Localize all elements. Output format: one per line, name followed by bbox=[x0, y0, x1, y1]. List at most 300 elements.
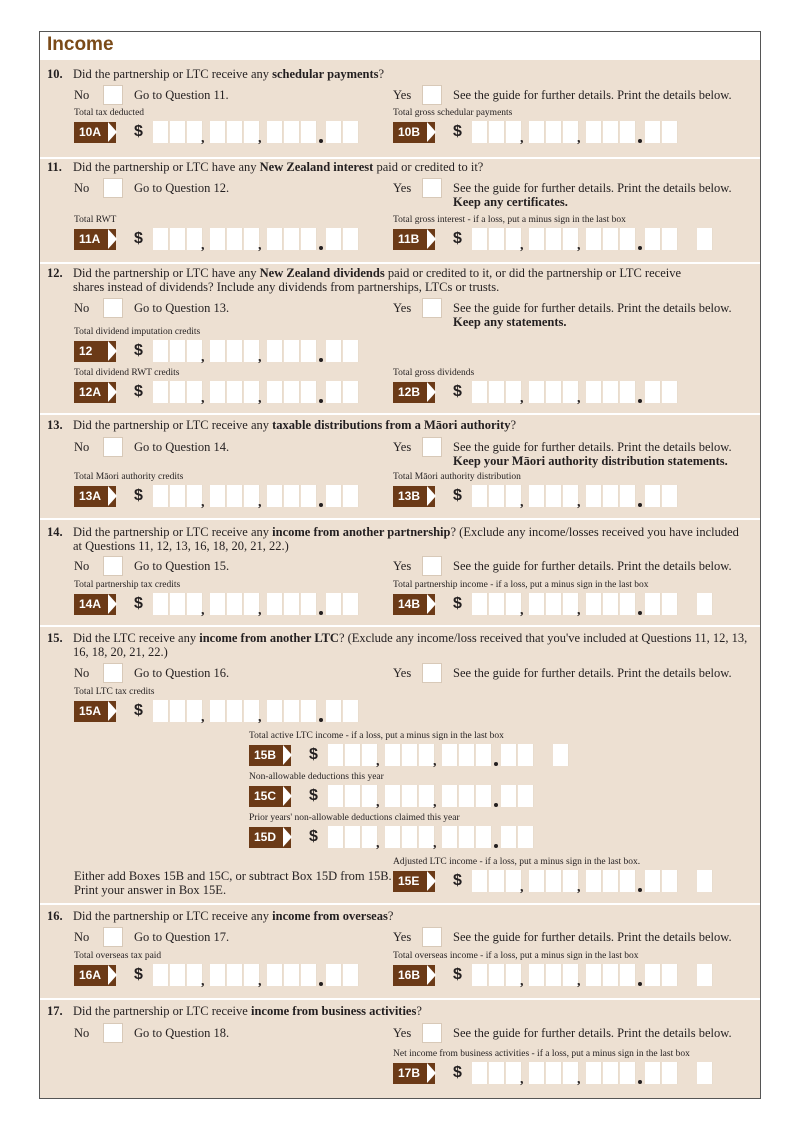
question-text-part: ? bbox=[387, 909, 394, 923]
digit-cell[interactable] bbox=[402, 785, 418, 807]
digit-cell[interactable] bbox=[620, 121, 636, 143]
digit-cell[interactable] bbox=[620, 381, 636, 403]
comma-separator: , bbox=[520, 880, 524, 895]
digit-cell[interactable] bbox=[546, 485, 562, 507]
cents-cell[interactable] bbox=[343, 485, 359, 507]
digit-cell[interactable] bbox=[153, 700, 169, 722]
yes-guide-text: See the guide for further details. Print the details below. bbox=[453, 181, 732, 195]
no-checkbox[interactable] bbox=[103, 178, 123, 198]
cents-cell[interactable] bbox=[326, 121, 342, 143]
yes-checkbox[interactable] bbox=[422, 85, 442, 105]
digit-cell[interactable] bbox=[301, 593, 317, 615]
yes-checkbox[interactable] bbox=[422, 663, 442, 683]
digit-cell[interactable] bbox=[210, 121, 226, 143]
box-caption: Total partnership tax credits bbox=[74, 580, 181, 590]
cents-cell[interactable] bbox=[343, 340, 359, 362]
cents-cell[interactable] bbox=[645, 121, 661, 143]
cents-cell[interactable] bbox=[645, 228, 661, 250]
cents-cell[interactable] bbox=[326, 381, 342, 403]
yes-checkbox[interactable] bbox=[422, 927, 442, 947]
box-code: 15C bbox=[254, 789, 277, 803]
cents-cell[interactable] bbox=[326, 593, 342, 615]
digit-cell[interactable] bbox=[546, 1062, 562, 1084]
decimal-point bbox=[494, 844, 498, 848]
box-caption: Total active LTC income - if a loss, put a minus sign in the last box bbox=[249, 731, 504, 741]
question-text bbox=[73, 631, 747, 645]
question-text-line2: 16, 18, 20, 21, 22.) bbox=[73, 645, 168, 659]
digit-cell[interactable] bbox=[267, 381, 283, 403]
decimal-point bbox=[319, 982, 323, 986]
digit-cell[interactable] bbox=[546, 870, 562, 892]
no-goto-text: Go to Question 18. bbox=[134, 1026, 230, 1040]
cents-cell[interactable] bbox=[343, 593, 359, 615]
digit-cell[interactable] bbox=[529, 485, 545, 507]
no-checkbox[interactable] bbox=[103, 1023, 123, 1043]
digit-cell[interactable] bbox=[603, 1062, 619, 1084]
digit-cell[interactable] bbox=[442, 744, 458, 766]
box-code-label bbox=[393, 486, 435, 507]
digit-cell[interactable] bbox=[402, 826, 418, 848]
digit-cell[interactable] bbox=[170, 485, 186, 507]
digit-cell[interactable] bbox=[603, 593, 619, 615]
comma-separator: , bbox=[577, 1072, 581, 1087]
box-code: 12 bbox=[79, 344, 93, 358]
digit-cell[interactable] bbox=[210, 700, 226, 722]
digit-cell[interactable] bbox=[284, 228, 300, 250]
minus-sign-cell[interactable] bbox=[697, 593, 713, 615]
digit-cell[interactable] bbox=[489, 964, 505, 986]
box-code-label bbox=[393, 122, 435, 143]
section-divider bbox=[40, 262, 760, 264]
dollar-sign: $ bbox=[134, 230, 143, 247]
question-text-line2: at Questions 11, 12, 13, 16, 18, 20, 21, 22.) bbox=[73, 539, 289, 553]
cents-cell[interactable] bbox=[518, 826, 534, 848]
digit-cell[interactable] bbox=[603, 485, 619, 507]
digit-cell[interactable] bbox=[267, 121, 283, 143]
digit-cell[interactable] bbox=[459, 826, 475, 848]
cents-cell[interactable] bbox=[501, 785, 517, 807]
minus-sign-cell[interactable] bbox=[697, 964, 713, 986]
digit-cell[interactable] bbox=[620, 1062, 636, 1084]
question-number: 14. bbox=[47, 525, 63, 539]
dollar-sign: $ bbox=[453, 487, 462, 504]
minus-sign-cell[interactable] bbox=[697, 870, 713, 892]
comma-separator: , bbox=[520, 131, 524, 146]
yes-checkbox[interactable] bbox=[422, 556, 442, 576]
cents-cell[interactable] bbox=[343, 121, 359, 143]
yes-checkbox[interactable] bbox=[422, 178, 442, 198]
digit-cell[interactable] bbox=[476, 785, 492, 807]
comma-separator: , bbox=[433, 754, 437, 769]
digit-cell[interactable] bbox=[170, 700, 186, 722]
digit-cell[interactable] bbox=[284, 485, 300, 507]
comma-separator: , bbox=[577, 495, 581, 510]
digit-cell[interactable] bbox=[267, 228, 283, 250]
digit-cell[interactable] bbox=[227, 485, 243, 507]
digit-cell[interactable] bbox=[529, 870, 545, 892]
box-code: 15A bbox=[79, 704, 102, 718]
question-text-part: paid or credited to it, or did the partnership or LTC receive bbox=[384, 266, 682, 280]
cents-cell[interactable] bbox=[343, 228, 359, 250]
digit-cell[interactable] bbox=[472, 964, 488, 986]
digit-cell[interactable] bbox=[170, 593, 186, 615]
comma-separator: , bbox=[258, 974, 262, 989]
digit-cell[interactable] bbox=[586, 121, 602, 143]
digit-cell[interactable] bbox=[267, 485, 283, 507]
box-caption: Total dividend RWT credits bbox=[74, 368, 180, 378]
cents-cell[interactable] bbox=[518, 744, 534, 766]
question-keyword: income from another partnership bbox=[272, 525, 451, 539]
digit-cell[interactable] bbox=[153, 121, 169, 143]
cents-cell[interactable] bbox=[645, 870, 661, 892]
digit-cell[interactable] bbox=[267, 700, 283, 722]
decimal-point bbox=[638, 139, 642, 143]
minus-sign-cell[interactable] bbox=[697, 228, 713, 250]
digit-cell[interactable] bbox=[620, 485, 636, 507]
question-keyword: taxable distributions from a Māori authority bbox=[272, 418, 511, 432]
question-text bbox=[73, 1004, 422, 1018]
dollar-sign: $ bbox=[453, 1064, 462, 1081]
question-number: 16. bbox=[47, 909, 63, 923]
digit-cell[interactable] bbox=[153, 485, 169, 507]
question-text-line2: shares instead of dividends? Include any dividends from partnerships, LTCs or trusts. bbox=[73, 280, 500, 294]
digit-cell[interactable] bbox=[284, 121, 300, 143]
no-checkbox[interactable] bbox=[103, 663, 123, 683]
decimal-point bbox=[319, 611, 323, 615]
digit-cell[interactable] bbox=[284, 381, 300, 403]
dollar-sign: $ bbox=[309, 746, 318, 763]
question-number: 15. bbox=[47, 631, 63, 645]
digit-cell[interactable] bbox=[210, 485, 226, 507]
cents-cell[interactable] bbox=[326, 485, 342, 507]
decimal-point bbox=[319, 358, 323, 362]
comma-separator: , bbox=[258, 391, 262, 406]
digit-cell[interactable] bbox=[301, 228, 317, 250]
dollar-sign: $ bbox=[134, 123, 143, 140]
question-text-part: Did the partnership or LTC receive bbox=[73, 1004, 251, 1018]
digit-cell[interactable] bbox=[472, 485, 488, 507]
digit-cell[interactable] bbox=[603, 121, 619, 143]
dollar-sign: $ bbox=[134, 383, 143, 400]
comma-separator: , bbox=[376, 754, 380, 769]
decimal-point bbox=[638, 246, 642, 250]
digit-cell[interactable] bbox=[301, 964, 317, 986]
box-code: 14B bbox=[398, 597, 421, 611]
digit-cell[interactable] bbox=[472, 593, 488, 615]
digit-cell[interactable] bbox=[210, 381, 226, 403]
digit-cell[interactable] bbox=[301, 381, 317, 403]
cents-cell[interactable] bbox=[343, 700, 359, 722]
comma-separator: , bbox=[577, 974, 581, 989]
cents-cell[interactable] bbox=[645, 1062, 661, 1084]
digit-cell[interactable] bbox=[459, 785, 475, 807]
digit-cell[interactable] bbox=[489, 121, 505, 143]
box-code: 13A bbox=[79, 489, 102, 503]
question-text-part: Did the partnership or LTC receive any bbox=[73, 525, 273, 539]
cents-cell[interactable] bbox=[645, 964, 661, 986]
digit-cell[interactable] bbox=[529, 381, 545, 403]
cents-cell[interactable] bbox=[662, 228, 678, 250]
minus-sign-cell[interactable] bbox=[697, 1062, 713, 1084]
digit-cell[interactable] bbox=[227, 381, 243, 403]
digit-cell[interactable] bbox=[529, 228, 545, 250]
digit-cell[interactable] bbox=[489, 870, 505, 892]
dollar-sign: $ bbox=[134, 487, 143, 504]
comma-separator: , bbox=[201, 974, 205, 989]
digit-cell[interactable] bbox=[227, 228, 243, 250]
digit-cell[interactable] bbox=[620, 228, 636, 250]
digit-cell[interactable] bbox=[301, 700, 317, 722]
yes-checkbox[interactable] bbox=[422, 298, 442, 318]
digit-cell[interactable] bbox=[489, 1062, 505, 1084]
dollar-sign: $ bbox=[453, 595, 462, 612]
digit-cell[interactable] bbox=[170, 381, 186, 403]
digit-cell[interactable] bbox=[227, 964, 243, 986]
digit-cell[interactable] bbox=[385, 826, 401, 848]
digit-cell[interactable] bbox=[586, 1062, 602, 1084]
digit-cell[interactable] bbox=[210, 964, 226, 986]
digit-cell[interactable] bbox=[586, 485, 602, 507]
section-divider bbox=[40, 518, 760, 520]
dollar-sign: $ bbox=[309, 787, 318, 804]
digit-cell[interactable] bbox=[284, 964, 300, 986]
box-caption: Net income from business activities - if a loss, put a minus sign in the last box bbox=[393, 1049, 690, 1059]
digit-cell[interactable] bbox=[345, 744, 361, 766]
digit-cell[interactable] bbox=[529, 121, 545, 143]
question-keyword: income from business activities bbox=[250, 1004, 417, 1018]
digit-cell[interactable] bbox=[586, 870, 602, 892]
digit-cell[interactable] bbox=[546, 381, 562, 403]
cents-cell[interactable] bbox=[326, 340, 342, 362]
cents-cell[interactable] bbox=[662, 593, 678, 615]
digit-cell[interactable] bbox=[586, 593, 602, 615]
digit-cell[interactable] bbox=[476, 744, 492, 766]
digit-cell[interactable] bbox=[546, 121, 562, 143]
digit-cell[interactable] bbox=[345, 785, 361, 807]
question-number: 10. bbox=[47, 67, 63, 81]
question-text-part: ? bbox=[416, 1004, 422, 1018]
yes-guide-text: See the guide for further details. Print the details below. bbox=[453, 559, 732, 573]
instruction-line-1: Either add Boxes 15B and 15C, or subtract Box 15D from 15B. bbox=[74, 869, 392, 883]
dollar-sign: $ bbox=[134, 702, 143, 719]
comma-separator: , bbox=[258, 495, 262, 510]
digit-cell[interactable] bbox=[328, 826, 344, 848]
box-caption: Total gross dividends bbox=[393, 368, 475, 378]
decimal-point bbox=[319, 718, 323, 722]
digit-cell[interactable] bbox=[476, 826, 492, 848]
digit-cell[interactable] bbox=[227, 700, 243, 722]
cents-cell[interactable] bbox=[326, 228, 342, 250]
cents-cell[interactable] bbox=[645, 381, 661, 403]
question-keyword: income from overseas bbox=[272, 909, 388, 923]
question-text-part: paid or credited to it? bbox=[373, 160, 484, 174]
question-text-part: Did the partnership or LTC receive any bbox=[73, 67, 273, 81]
box-code: 12B bbox=[398, 385, 421, 399]
digit-cell[interactable] bbox=[267, 340, 283, 362]
digit-cell[interactable] bbox=[170, 121, 186, 143]
question-text bbox=[73, 418, 516, 432]
digit-cell[interactable] bbox=[328, 744, 344, 766]
box-code: 11A bbox=[79, 232, 101, 246]
cents-cell[interactable] bbox=[662, 1062, 678, 1084]
digit-cell[interactable] bbox=[153, 340, 169, 362]
yes-checkbox[interactable] bbox=[422, 1023, 442, 1043]
digit-cell[interactable] bbox=[472, 870, 488, 892]
cents-cell[interactable] bbox=[662, 870, 678, 892]
no-checkbox[interactable] bbox=[103, 927, 123, 947]
digit-cell[interactable] bbox=[227, 593, 243, 615]
digit-cell[interactable] bbox=[385, 744, 401, 766]
digit-cell[interactable] bbox=[472, 121, 488, 143]
digit-cell[interactable] bbox=[301, 485, 317, 507]
digit-cell[interactable] bbox=[620, 870, 636, 892]
digit-cell[interactable] bbox=[442, 785, 458, 807]
question-number: 13. bbox=[47, 418, 63, 432]
digit-cell[interactable] bbox=[603, 381, 619, 403]
digit-cell[interactable] bbox=[170, 228, 186, 250]
no-checkbox[interactable] bbox=[103, 298, 123, 318]
cents-cell[interactable] bbox=[662, 381, 678, 403]
digit-cell[interactable] bbox=[459, 744, 475, 766]
question-text bbox=[73, 67, 384, 81]
digit-cell[interactable] bbox=[586, 381, 602, 403]
digit-cell[interactable] bbox=[227, 340, 243, 362]
cents-cell[interactable] bbox=[343, 964, 359, 986]
decimal-point bbox=[494, 762, 498, 766]
dollar-sign: $ bbox=[309, 828, 318, 845]
question-keyword: income from another LTC bbox=[199, 631, 339, 645]
comma-separator: , bbox=[520, 238, 524, 253]
comma-separator: , bbox=[201, 710, 205, 725]
comma-separator: , bbox=[376, 795, 380, 810]
digit-cell[interactable] bbox=[603, 228, 619, 250]
digit-cell[interactable] bbox=[170, 964, 186, 986]
minus-sign-cell[interactable] bbox=[553, 744, 569, 766]
digit-cell[interactable] bbox=[267, 964, 283, 986]
digit-cell[interactable] bbox=[603, 964, 619, 986]
box-code: 16A bbox=[79, 968, 102, 982]
cents-cell[interactable] bbox=[645, 593, 661, 615]
digit-cell[interactable] bbox=[153, 381, 169, 403]
box-code-label bbox=[393, 965, 435, 986]
digit-cell[interactable] bbox=[620, 964, 636, 986]
cents-cell[interactable] bbox=[662, 121, 678, 143]
no-label: No bbox=[74, 440, 90, 454]
digit-cell[interactable] bbox=[284, 340, 300, 362]
digit-cell[interactable] bbox=[402, 744, 418, 766]
digit-cell[interactable] bbox=[210, 228, 226, 250]
digit-cell[interactable] bbox=[153, 964, 169, 986]
digit-cell[interactable] bbox=[385, 785, 401, 807]
digit-cell[interactable] bbox=[153, 593, 169, 615]
cents-cell[interactable] bbox=[662, 485, 678, 507]
cents-cell[interactable] bbox=[343, 381, 359, 403]
yes-checkbox[interactable] bbox=[422, 437, 442, 457]
box-code-label bbox=[74, 701, 116, 722]
digit-cell[interactable] bbox=[489, 228, 505, 250]
section-divider bbox=[40, 903, 760, 905]
digit-cell[interactable] bbox=[546, 964, 562, 986]
comma-separator: , bbox=[433, 795, 437, 810]
digit-cell[interactable] bbox=[328, 785, 344, 807]
digit-cell[interactable] bbox=[170, 340, 186, 362]
cents-cell[interactable] bbox=[326, 700, 342, 722]
decimal-point bbox=[638, 503, 642, 507]
digit-cell[interactable] bbox=[546, 228, 562, 250]
question-text bbox=[73, 909, 393, 923]
no-checkbox[interactable] bbox=[103, 437, 123, 457]
question-text-part: Did the partnership or LTC receive any bbox=[73, 909, 273, 923]
digit-cell[interactable] bbox=[529, 1062, 545, 1084]
dollar-sign: $ bbox=[453, 872, 462, 889]
digit-cell[interactable] bbox=[210, 593, 226, 615]
question-text-part: ? bbox=[378, 67, 385, 81]
no-goto-text: Go to Question 17. bbox=[134, 930, 230, 944]
digit-cell[interactable] bbox=[210, 340, 226, 362]
digit-cell[interactable] bbox=[301, 121, 317, 143]
digit-cell[interactable] bbox=[586, 228, 602, 250]
yes-label: Yes bbox=[393, 181, 412, 195]
comma-separator: , bbox=[520, 495, 524, 510]
cents-cell[interactable] bbox=[645, 485, 661, 507]
box-code-label bbox=[74, 341, 116, 362]
digit-cell[interactable] bbox=[489, 485, 505, 507]
digit-cell[interactable] bbox=[529, 964, 545, 986]
box-caption: Total gross interest - if a loss, put a minus sign in the last box bbox=[393, 215, 626, 225]
cents-cell[interactable] bbox=[326, 964, 342, 986]
question-text-part: Did the partnership or LTC have any bbox=[73, 266, 260, 280]
digit-cell[interactable] bbox=[472, 1062, 488, 1084]
digit-cell[interactable] bbox=[267, 593, 283, 615]
cents-cell[interactable] bbox=[518, 785, 534, 807]
section-divider bbox=[40, 998, 760, 1000]
box-caption: Total dividend imputation credits bbox=[74, 327, 201, 337]
digit-cell[interactable] bbox=[620, 593, 636, 615]
no-checkbox[interactable] bbox=[103, 85, 123, 105]
comma-separator: , bbox=[433, 836, 437, 851]
yes-guide-text: See the guide for further details. Print the details below. bbox=[453, 88, 732, 102]
yes-label: Yes bbox=[393, 440, 412, 454]
digit-cell[interactable] bbox=[472, 381, 488, 403]
box-caption: Non-allowable deductions this year bbox=[249, 772, 384, 782]
cents-cell[interactable] bbox=[662, 964, 678, 986]
comma-separator: , bbox=[258, 603, 262, 618]
digit-cell[interactable] bbox=[153, 228, 169, 250]
no-goto-text: Go to Question 15. bbox=[134, 559, 230, 573]
income-form bbox=[39, 31, 761, 1099]
digit-cell[interactable] bbox=[586, 964, 602, 986]
digit-cell[interactable] bbox=[546, 593, 562, 615]
digit-cell[interactable] bbox=[284, 700, 300, 722]
digit-cell[interactable] bbox=[472, 228, 488, 250]
digit-cell[interactable] bbox=[489, 593, 505, 615]
digit-cell[interactable] bbox=[442, 826, 458, 848]
digit-cell[interactable] bbox=[489, 381, 505, 403]
cents-cell[interactable] bbox=[501, 744, 517, 766]
digit-cell[interactable] bbox=[529, 593, 545, 615]
box-code: 15B bbox=[254, 748, 277, 762]
decimal-point bbox=[638, 611, 642, 615]
digit-cell[interactable] bbox=[284, 593, 300, 615]
digit-cell[interactable] bbox=[227, 121, 243, 143]
comma-separator: , bbox=[577, 391, 581, 406]
digit-cell[interactable] bbox=[301, 340, 317, 362]
no-checkbox[interactable] bbox=[103, 556, 123, 576]
digit-cell[interactable] bbox=[345, 826, 361, 848]
digit-cell[interactable] bbox=[603, 870, 619, 892]
cents-cell[interactable] bbox=[501, 826, 517, 848]
box-code-label bbox=[74, 965, 116, 986]
